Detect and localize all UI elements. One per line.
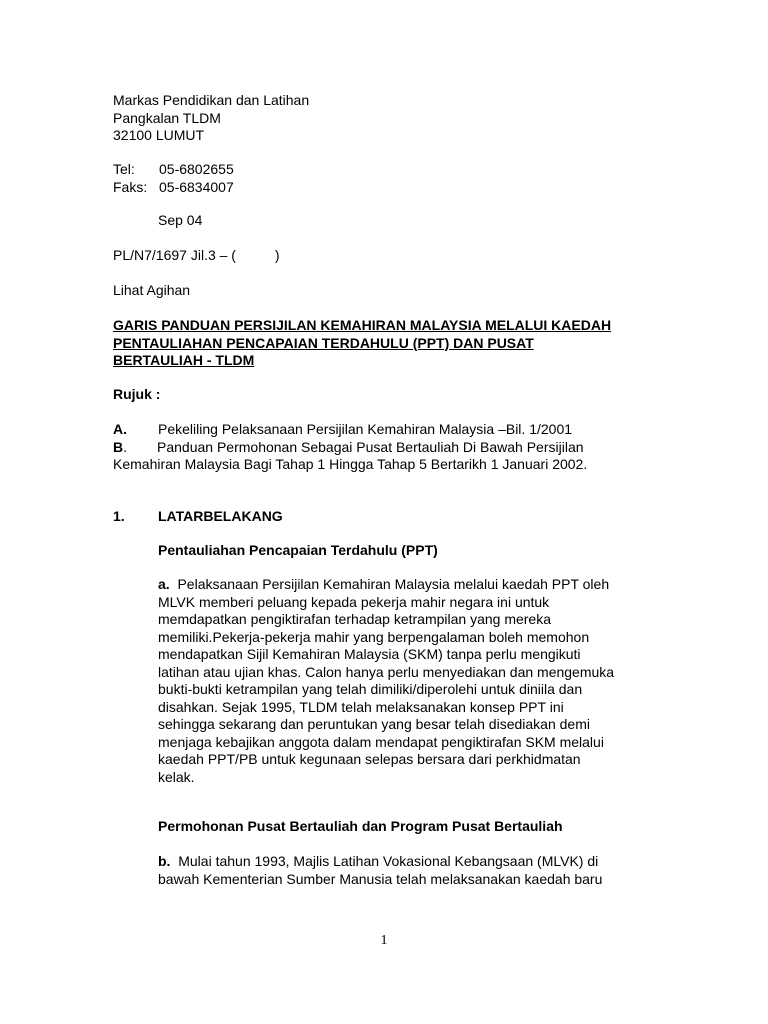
paragraph-b-line xyxy=(158,853,655,871)
paragraph-a xyxy=(158,576,655,786)
section-1-number: 1. xyxy=(113,508,125,524)
section-1-heading-line xyxy=(113,508,658,526)
paragraph-a-line: kaedah PPT/PB untuk kegunaan selepas bersara dari perkhidmatan xyxy=(158,751,581,767)
paragraph-a-line: disahkan. Sejak 1995, TLDM telah melaksanakan konsep PPT ini xyxy=(158,698,564,715)
paragraph-b-text: Mulai tahun 1993, Majlis Latihan Vokasional Kebangsaan (MLVK) di xyxy=(178,853,599,869)
reference-number: PL/N7/1697 Jil.3 – ( ) xyxy=(113,247,280,263)
reference-b-text-line-2: Kemahiran Malaysia Bagi Tahap 1 Hingga Tahap 5 Bertarikh 1 Januari 2002. xyxy=(113,456,588,472)
reference-a xyxy=(113,421,673,439)
paragraph-a-line: memdapatkan pengiktirafan terhadap ketrampilan yang mereka xyxy=(158,611,552,627)
title-line-1: GARIS PANDUAN PERSIJILAN KEMAHIRAN MALAYSIA MELALUI KAEDAH xyxy=(113,317,612,333)
paragraph-a-text: Pelaksanaan Persijilan Kemahiran Malaysia melalui kaedah PPT oleh xyxy=(177,576,610,592)
reference-a-text: Pekeliling Pelaksanaan Persijilan Kemahiran Malaysia –Bil. 1/2001 xyxy=(158,421,573,437)
references-heading-block xyxy=(113,386,658,404)
paragraph-b-line: bawah Kementerian Sumber Manusia telah melaksanakan kaedah baru xyxy=(158,870,603,887)
section-1-heading xyxy=(113,508,658,526)
fax-value: 05-6834007 xyxy=(159,178,234,195)
subheading-ppt-text: Pentauliahan Pencapaian Terdahulu (PPT) xyxy=(158,542,438,558)
paragraph-b xyxy=(158,853,655,888)
paragraph-a-line: memiliki.Pekerja-pekerja mahir yang berpengalaman boleh memohon xyxy=(158,628,590,645)
section-1-title: LATARBELAKANG xyxy=(158,508,283,524)
reference-b-text-line-1: Panduan Permohonan Sebagai Pusat Bertauliah Di Bawah Persijilan xyxy=(157,438,584,455)
sender-line-2: Pangkalan TLDM xyxy=(113,109,221,126)
tel-value: 05-6802655 xyxy=(159,161,234,177)
tel-label: Tel: xyxy=(113,161,135,177)
title-line-3: BERTAULIAH - TLDM xyxy=(113,352,255,368)
paragraph-a-line: kelak. xyxy=(158,768,195,785)
paragraph-a-line xyxy=(158,576,655,594)
references-heading: Rujuk : xyxy=(113,386,161,402)
paragraph-a-line: bukti-bukti ketrampilan yang telah dimiliki/diperolehi untuk diniila dan xyxy=(158,681,583,697)
paragraph-a-line: menjaga kebajikan anggota dalam mendapat pengiktirafan SKM melalui xyxy=(158,733,604,750)
subheading-pusat-bertauliah xyxy=(158,818,655,836)
fax-label: Faks: xyxy=(113,178,148,195)
distribution-block xyxy=(113,282,658,300)
title-line-2: PENTAULIAHAN PENCAPAIAN TERDAHULU (PPT) DAN PUSAT xyxy=(113,334,534,351)
reference-a-key: A. xyxy=(113,421,127,437)
paragraph-a-label: a. xyxy=(158,576,170,592)
paragraph-b-label: b. xyxy=(158,853,171,869)
fax-line xyxy=(113,179,658,197)
paragraph-a-line: mendapatkan Sijil Kemahiran Malaysia (SKM) tanpa perlu mengikuti xyxy=(158,646,581,662)
distribution-text: Lihat Agihan xyxy=(113,282,191,298)
subheading-pusat-bertauliah-text: Permohonan Pusat Bertauliah dan Program Pusat Bertauliah xyxy=(158,818,563,834)
document-title xyxy=(113,317,658,370)
reference-b-key: B xyxy=(113,438,124,455)
reference-number-block xyxy=(113,247,658,265)
references-list xyxy=(113,421,673,474)
sender-line-3: 32100 LUMUT xyxy=(113,127,205,143)
letter-date: Sep 04 xyxy=(158,212,203,228)
paragraph-a-line: latihan atau ujian khas. Calon hanya perlu menyediakan dan mengemuka xyxy=(158,663,615,680)
reference-b-dot: . xyxy=(123,438,128,455)
paragraph-a-line: MLVK memberi peluang kepada pekerja mahir negara ini untuk xyxy=(158,593,550,610)
date-block xyxy=(113,212,658,230)
sender-address xyxy=(113,92,658,145)
paragraph-a-line: sehingga sekarang dan peruntukan yang besar telah disediakan demi xyxy=(158,716,590,732)
tel-line xyxy=(113,161,658,179)
contact-block xyxy=(113,161,658,196)
subheading-ppt xyxy=(158,542,655,560)
page-number: 1 xyxy=(380,933,388,948)
sender-line-1: Markas Pendidikan dan Latihan xyxy=(113,92,310,108)
reference-b xyxy=(113,439,673,457)
